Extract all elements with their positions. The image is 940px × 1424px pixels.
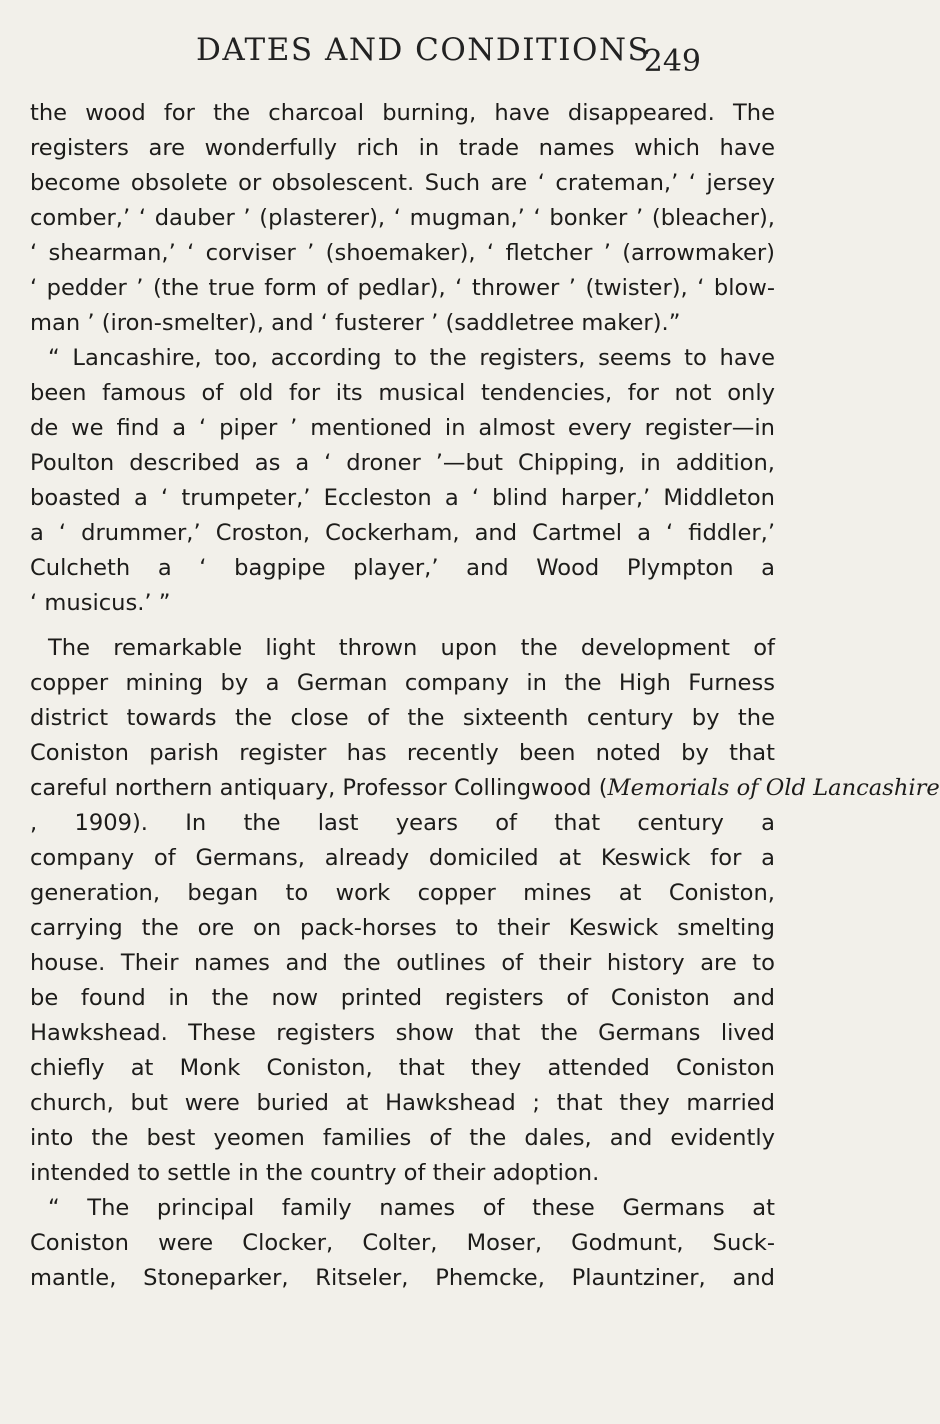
text-line: “ Lancashire, too, according to the registers, seems to have [48, 345, 775, 371]
text-line: ‘ musicus.’ ” [30, 590, 171, 616]
text-line: carrying the ore on pack-horses to their Keswick smelting [30, 915, 775, 941]
text-line: Culcheth a ‘ bagpipe player,’ and Wood Plympton a [30, 555, 775, 581]
paragraph-gap [30, 621, 775, 631]
text-line: de we find a ‘ piper ’ mentioned in almost every register—in [30, 415, 775, 441]
page-number: 249 [643, 44, 701, 79]
text-line: into the best yeomen families of the dales, and evidently [30, 1125, 775, 1151]
text-fragment: careful northern antiquary, Professor Collingwood ( [30, 775, 608, 801]
text-line: Coniston were Clocker, Colter, Moser, Godmunt, Suck- [30, 1230, 775, 1256]
running-title: DATES AND CONDITIONS [196, 32, 651, 68]
text-line: , 1909). In the last years of that century a [30, 810, 775, 836]
text-line: copper mining by a German company in the High Furness [30, 670, 775, 696]
text-line: comber,’ ‘ dauber ’ (plasterer), ‘ mugman,’ ‘ bonker ’ (bleacher), [30, 205, 775, 231]
text-line: a ‘ drummer,’ Croston, Cockerham, and Cartmel a ‘ fiddler,’ [30, 520, 775, 546]
text-line: registers are wonderfully rich in trade names which have [30, 135, 775, 161]
text-line: chiefly at Monk Coniston, that they attended Coniston [30, 1055, 775, 1081]
text-line: church, but were buried at Hawkshead ; that they married [30, 1090, 775, 1116]
text-line: generation, began to work copper mines at Coniston, [30, 880, 775, 906]
book-title-italic: Memorials of Old Lancashire [607, 775, 940, 801]
text-line: company of Germans, already domiciled at Keswick for a [30, 845, 775, 871]
text-line [30, 771, 940, 806]
text-line: district towards the close of the sixteenth century by the [30, 705, 775, 731]
text-line: Hawkshead. These registers show that the Germans lived [30, 1020, 775, 1046]
text-line: be found in the now printed registers of Coniston and [30, 985, 775, 1011]
body-text [30, 96, 940, 1296]
text-line: ‘ shearman,’ ‘ corviser ’ (shoemaker), ‘ fletcher ’ (arrowmaker) [30, 240, 775, 266]
text-line: Coniston parish register has recently been noted by that [30, 740, 775, 766]
text-line: boasted a ‘ trumpeter,’ Eccleston a ‘ blind harper,’ Middleton [30, 485, 775, 511]
text-line: the wood for the charcoal burning, have disappeared. The [30, 100, 775, 126]
text-line: mantle, Stoneparker, Ritseler, Phemcke, Plauntziner, and [30, 1265, 775, 1291]
text-line: The remarkable light thrown upon the development of [48, 635, 775, 661]
text-line: Poulton described as a ‘ droner ’—but Chipping, in addition, [30, 450, 775, 476]
text-line: “ The principal family names of these Germans at [48, 1195, 775, 1221]
text-line: intended to settle in the country of their adoption. [30, 1160, 600, 1186]
text-line: been famous of old for its musical tendencies, for not only [30, 380, 775, 406]
text-line: man ’ (iron-smelter), and ‘ fusterer ’ (saddletree maker).” [30, 310, 681, 336]
text-line: become obsolete or obsolescent. Such are ‘ crateman,’ ‘ jersey [30, 170, 775, 196]
text-line: ‘ pedder ’ (the true form of pedlar), ‘ thrower ’ (twister), ‘ blow- [30, 275, 775, 301]
text-line: house. Their names and the outlines of their history are to [30, 950, 775, 976]
